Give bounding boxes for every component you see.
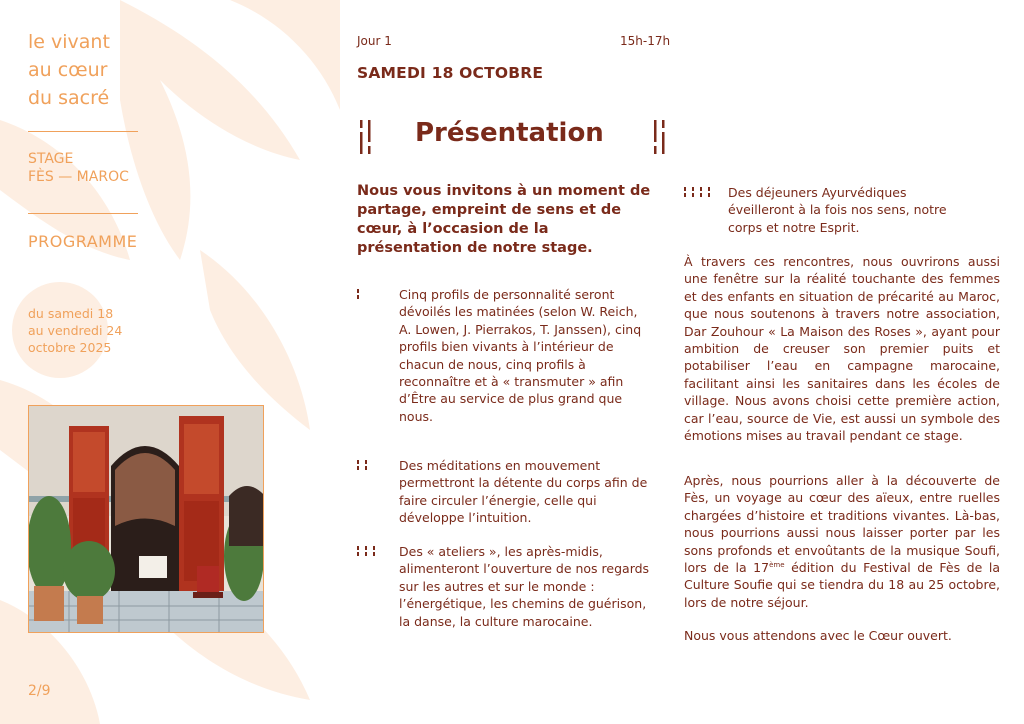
date-range-line: octobre 2025 xyxy=(28,340,112,355)
date-range xyxy=(28,305,122,356)
item-text: Cinq profils de personnalité seront dévoilés les matinées (selon W. Reich, A. Lowen, J. Pierrakos, T. Janssen), cinq profils bien vivants à l’intérieur de chacun de nous, cinq profils à reconnaître et à « transmuter » afin d’Être au service de plus grand que nous. xyxy=(399,287,642,424)
item-text: Des « ateliers », les après-midis, alimenteront l’ouverture de nos regards sur les autres et sur le monde : l’énergétique, les chemins de guérison, la danse, la culture marocaine. xyxy=(399,544,650,629)
programme-label: PROGRAMME xyxy=(28,232,138,251)
tagline-line: du sacré xyxy=(28,87,110,109)
intro-text: Nous vous invitons à un moment de partage, empreint de sens et de cœur, à l’occasion de la présentation de notre stage. xyxy=(357,183,651,256)
date-range-line: au vendredi 24 xyxy=(28,323,123,338)
date-range-line: du samedi 18 xyxy=(28,306,114,321)
paragraph-association: À travers ces rencontres, nous ouvrirons aussi une fenêtre sur la réalité touchante des femmes et des enfants en situation de précarité au Maroc, que nous soutenons à travers notre association, Dar Zouhour « La Maison des Roses », ayant pour ambition de creuser son premier puits et potabiliser l’eau en campagne marocaine, facilitant ainsi les sanitaires dans les écoles de village. Nous avons choisi cette première action, car l’eau, source de Vie, est aussi un symbole des émotions mises au travail pendant ce stage. xyxy=(684,254,1000,444)
tagline-line: au cœur xyxy=(28,59,108,81)
heading-ornament-left xyxy=(357,120,375,154)
stage-location: FÈS — MAROC xyxy=(28,169,129,185)
stage-line: STAGE xyxy=(28,151,74,167)
tagline-line: le vivant xyxy=(28,31,110,53)
item-text: Des déjeuners Ayurvédiques éveilleront à la fois nos sens, notre corps et notre Esprit. xyxy=(728,185,947,235)
tagline xyxy=(28,28,268,112)
section-heading xyxy=(357,116,669,156)
item-text: Des méditations en mouvement permettront la détente du corps afin de faire circuler l’énergie, celle qui développe l’intuition. xyxy=(399,458,648,526)
divider xyxy=(28,213,138,214)
divider xyxy=(28,131,138,132)
paragraph-fes-text-end: édition du Festival de Fès de la Culture Soufie qui se tiendra du 18 au 25 octobre, lors de notre séjour. xyxy=(684,560,1000,610)
section-title: Présentation xyxy=(415,118,604,148)
heading-ornament-right xyxy=(651,120,669,154)
stage-label xyxy=(28,150,129,186)
session-date: SAMEDI 18 OCTOBRE xyxy=(357,64,544,82)
paragraph-fes-text: Après, nous pourrions aller à la découverte de Fès, un voyage au cœur des aïeux, entre ruelles chargées d’histoire et traditions vivantes. Là-bas, nous pourrions aussi nous laisser porter par les sons profonds et envoûtants de la musique Soufi, lors de la 17 xyxy=(684,473,1000,576)
page-number: 2/9 xyxy=(28,683,51,699)
paragraph-fes xyxy=(684,472,1000,611)
riad-illustration xyxy=(29,406,264,633)
closing-line: Nous vous attendons avec le Cœur ouvert. xyxy=(684,628,952,643)
day-label: Jour 1 xyxy=(357,34,392,48)
riad-photo xyxy=(28,405,264,633)
time-range: 15h-17h xyxy=(620,34,671,48)
ordinal-suffix: ème xyxy=(769,560,785,569)
